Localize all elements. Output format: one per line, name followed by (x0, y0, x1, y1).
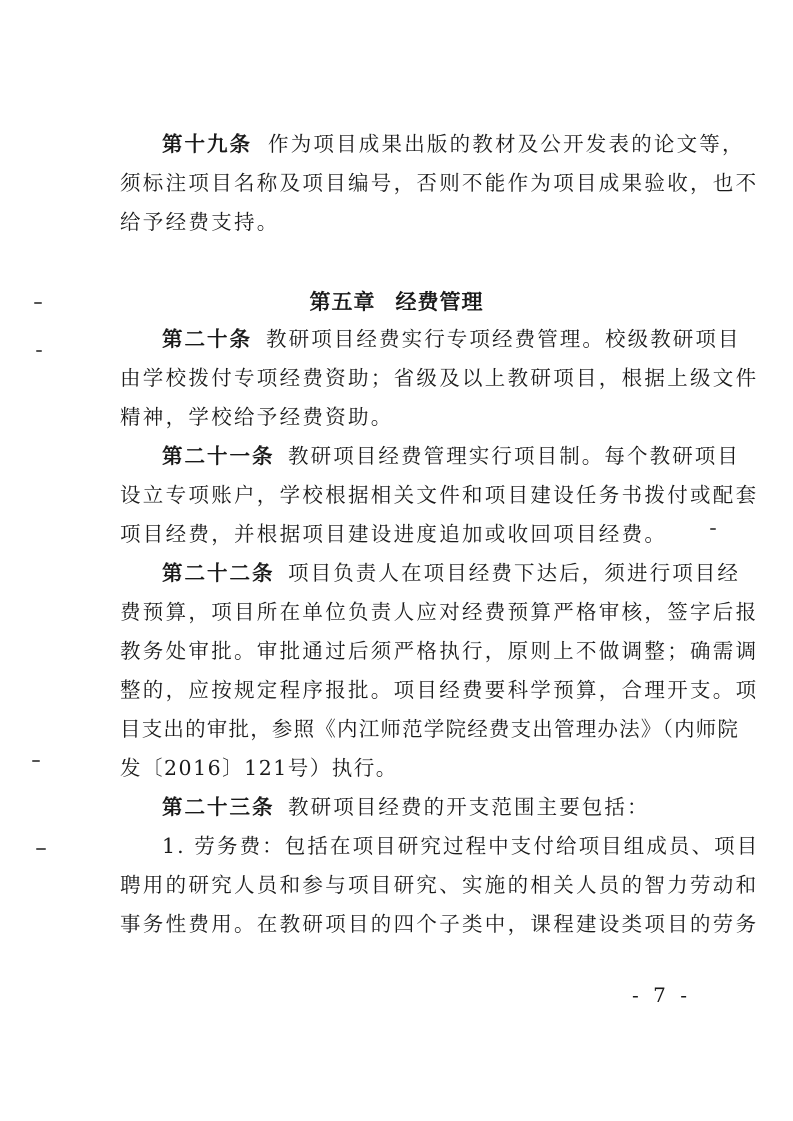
article-19-text: 给予经费支持。 (120, 210, 280, 234)
article-22-line-2 (0, 592, 793, 632)
article-22-text: 费预算，项目所在单位负责人应对经费预算严格审核，签字后报 (120, 600, 759, 624)
scan-speck (36, 848, 46, 850)
chapter-number: 第五章 (309, 289, 376, 314)
article-19-line-1 (0, 124, 793, 164)
article-22-line-6 (0, 748, 793, 788)
scan-speck (32, 760, 40, 762)
article-22-text: 教务处审批。审批通过后须严格执行，原则上不做调整；确需调 (120, 639, 759, 663)
article-22-line-5 (0, 709, 793, 749)
article-19-label: 第十九条 (162, 132, 252, 156)
scan-speck (34, 302, 42, 304)
article-23-label: 第二十三条 (162, 795, 275, 819)
article-23-text: 教研项目经费的开支范围主要包括： (288, 795, 650, 819)
article-20-text: 由学校拨付专项经费资助；省级及以上教研项目，根据上级文件 (120, 366, 759, 390)
article-21-text: 教研项目经费管理实行项目制。每个教研项目 (288, 444, 740, 468)
item-1-text: 聘用的研究人员和参与项目研究、实施的相关人员的智力劳动和 (120, 873, 759, 897)
article-22-text: 发〔2016〕121号）执行。 (120, 756, 398, 780)
article-21-line-1 (0, 436, 793, 476)
article-22-label: 第二十二条 (162, 561, 275, 585)
article-19-line-2 (0, 163, 793, 203)
article-20-text: 精神，学校给予经费资助。 (120, 405, 394, 429)
article-19-text: 作为项目成果出版的教材及公开发表的论文等， (268, 132, 745, 156)
scan-speck (36, 350, 42, 352)
article-23-line-1 (0, 787, 793, 827)
item-1-text: 事务性费用。在教研项目的四个子类中，课程建设类项目的劳务 (120, 912, 759, 936)
article-22-line-3 (0, 631, 793, 671)
article-19-line-3 (0, 202, 793, 242)
chapter-title: 经费管理 (395, 289, 484, 314)
item-1-line-1 (0, 826, 793, 866)
scan-speck (710, 528, 716, 530)
article-20-label: 第二十条 (162, 327, 252, 351)
article-21-line-2 (0, 475, 793, 515)
article-22-text: 目支出的审批，参照《内江师范学院经费支出管理办法》（内师院 (120, 717, 740, 741)
article-20-text: 教研项目经费实行专项经费管理。校级教研项目 (266, 327, 741, 351)
chapter-heading (0, 282, 793, 322)
article-22-text: 项目负责人在项目经费下达后，须进行项目经 (288, 561, 740, 585)
article-22-line-1 (0, 553, 793, 593)
article-20-line-3 (0, 397, 793, 437)
article-21-text: 项目经费，并根据项目建设进度追加或收回项目经费。 (120, 522, 668, 546)
article-19-text: 须标注项目名称及项目编号，否则不能作为项目成果验收，也不 (120, 171, 759, 195)
item-1-text: 1. 劳务费：包括在项目研究过程中支付给项目组成员、项目 (162, 834, 760, 858)
article-21-line-3 (0, 514, 793, 554)
item-1-line-3 (0, 904, 793, 944)
page-number: - 7 - (632, 983, 691, 1007)
item-1-line-2 (0, 865, 793, 905)
article-20-line-2 (0, 358, 793, 398)
article-22-text: 整的，应按规定程序报批。项目经费要科学预算，合理开支。项 (120, 678, 759, 702)
article-22-line-4 (0, 670, 793, 710)
article-20-line-1 (0, 319, 793, 359)
article-21-label: 第二十一条 (162, 444, 275, 468)
article-21-text: 设立专项账户，学校根据相关文件和项目建设任务书拨付或配套 (120, 483, 759, 507)
